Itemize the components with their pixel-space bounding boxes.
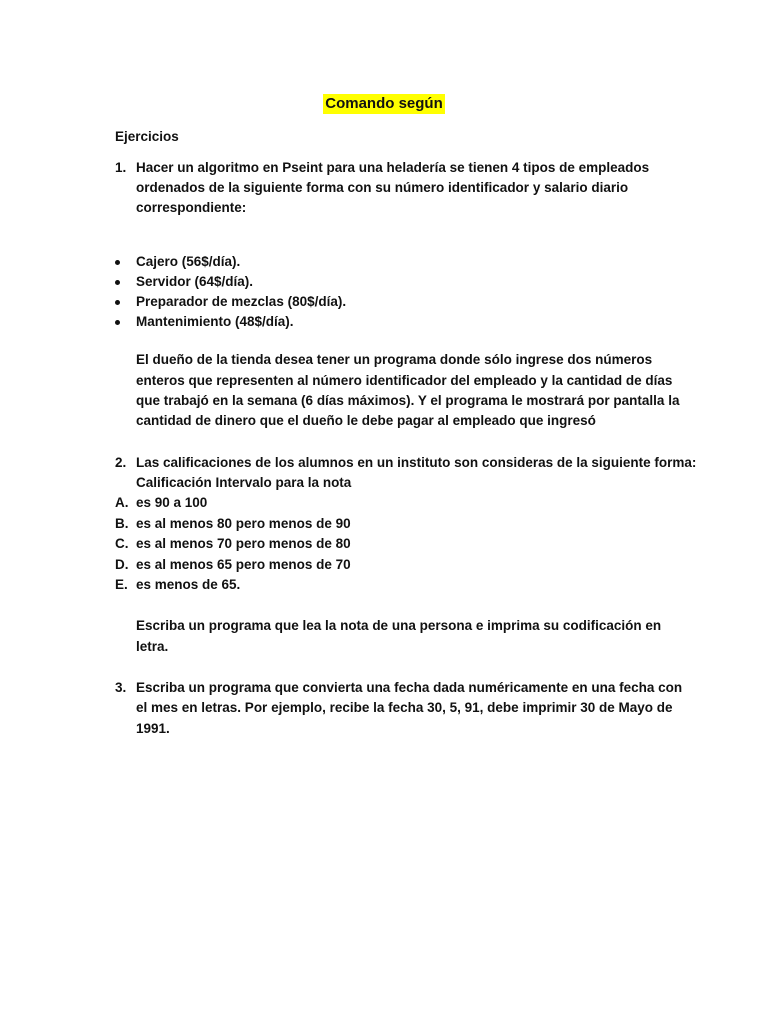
grade-letter: C. xyxy=(115,536,129,551)
document-title: Comando según xyxy=(325,95,443,112)
grade-range: es al menos 65 pero menos de 70 xyxy=(136,557,351,572)
exercise-2-line: Las calificaciones de los alumnos en un instituto son consideras de la siguiente forma: xyxy=(136,455,697,470)
bullet-icon xyxy=(115,320,120,325)
exercise-2-line: Calificación Intervalo para la nota xyxy=(136,475,352,490)
exercise-3-line: 1991. xyxy=(136,721,170,736)
exercise-1-paragraph-line: enteros que representen al número identificador del empleado y la cantidad de días xyxy=(136,373,673,388)
grade-range: es al menos 80 pero menos de 90 xyxy=(136,516,351,531)
employee-type-item: Preparador de mezclas (80$/día). xyxy=(136,294,347,309)
exercise-1-line: correspondiente: xyxy=(136,200,247,215)
exercise-3-line: Escriba un programa que convierta una fecha dada numéricamente en una fecha con xyxy=(136,680,683,695)
grade-letter: A. xyxy=(115,495,129,510)
exercise-1-number: 1. xyxy=(115,160,127,175)
section-heading: Ejercicios xyxy=(115,129,179,144)
exercise-2-paragraph-line: letra. xyxy=(136,639,169,654)
exercise-3-line: el mes en letras. Por ejemplo, recibe la fecha 30, 5, 91, debe imprimir 30 de Mayo de xyxy=(136,700,673,715)
exercise-1-line: ordenados de la siguiente forma con su número identificador y salario diario xyxy=(136,180,629,195)
employee-type-item: Servidor (64$/día). xyxy=(136,274,254,289)
grade-range: es al menos 70 pero menos de 80 xyxy=(136,536,351,551)
exercise-1-line: Hacer un algoritmo en Pseint para una heladería se tienen 4 tipos de empleados xyxy=(136,160,650,175)
grade-letter: B. xyxy=(115,516,129,531)
grade-letter: E. xyxy=(115,577,128,592)
grade-range: es 90 a 100 xyxy=(136,495,208,510)
exercise-1-paragraph-line: cantidad de dinero que el dueño le debe pagar al empleado que ingresó xyxy=(136,413,596,428)
employee-type-item: Cajero (56$/día). xyxy=(136,254,241,269)
exercise-3-number: 3. xyxy=(115,680,127,695)
exercise-1-paragraph-line: El dueño de la tienda desea tener un programa donde sólo ingrese dos números xyxy=(136,352,653,367)
exercise-2-number: 2. xyxy=(115,455,127,470)
exercise-1-paragraph-line: que trabajó en la semana (6 días máximos). Y el programa le mostrará por pantalla la xyxy=(136,393,680,408)
grade-letter: D. xyxy=(115,557,129,572)
title-container xyxy=(0,94,768,114)
bullet-icon xyxy=(115,260,120,265)
grade-range: es menos de 65. xyxy=(136,577,241,592)
employee-type-item: Mantenimiento (48$/día). xyxy=(136,314,294,329)
bullet-icon xyxy=(115,300,120,305)
bullet-icon xyxy=(115,280,120,285)
exercise-2-paragraph-line: Escriba un programa que lea la nota de una persona e imprima su codificación en xyxy=(136,618,662,633)
